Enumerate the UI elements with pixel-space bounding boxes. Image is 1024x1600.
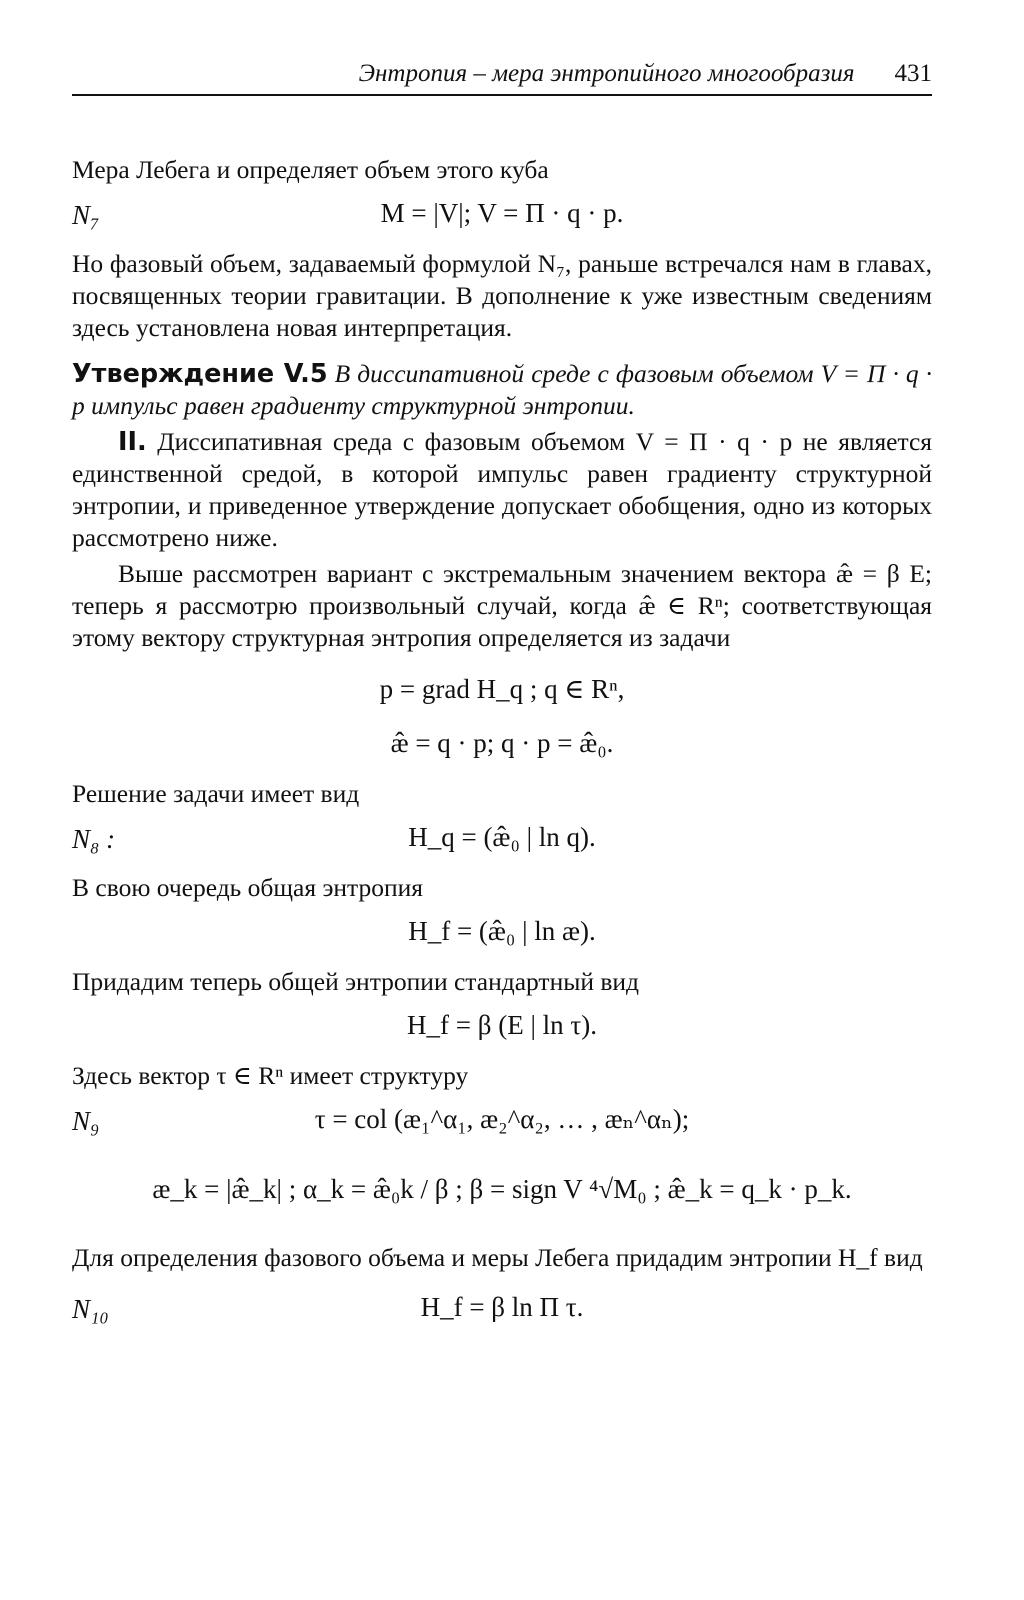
equation-label-n7: N₇: [72, 200, 100, 230]
paragraph-ii: [72, 426, 932, 554]
paragraph-solution: Решение задачи имеет вид: [72, 779, 360, 808]
equation-n10-body: H_f = β ln Π τ.: [420, 1292, 584, 1322]
equation-n8: [72, 818, 932, 862]
equation-alpha-k: [72, 1154, 932, 1232]
equation-hf-1: [72, 912, 932, 956]
paragraph-ii-lead: II.: [118, 427, 147, 457]
equation-label-n8: N₈ :: [72, 824, 116, 854]
equation-task-2-body: æ̂ = q · p; q · p = æ̂₀.: [390, 728, 614, 758]
equation-n7-body: M = |V|; V = Π · q · p.: [380, 198, 624, 228]
paragraph-tau-structure: Здесь вектор τ ∈ Rⁿ имеет структуру: [72, 1061, 469, 1090]
running-title: Энтропия – мера энтропийного многообразия: [358, 60, 855, 87]
equation-label-n9: N₉: [72, 1106, 100, 1136]
paragraph-lebesgue-measure: Для определения фазового объема и меры Лебега придадим энтропии H_f вид: [72, 1243, 923, 1272]
page: [72, 60, 932, 1342]
equation-n9-body: τ = col (æ₁^α₁, æ₂^α₂, … , æₙ^αₙ);: [314, 1104, 690, 1134]
equation-n8-body: H_q = (æ̂₀ | ln q).: [408, 822, 596, 852]
page-number: 431: [894, 60, 932, 87]
equation-task-1: [72, 670, 932, 714]
equation-hf-1-body: H_f = (æ̂₀ | ln æ).: [408, 916, 596, 946]
equation-hf-2: [72, 1006, 932, 1050]
equation-n10: [72, 1288, 932, 1332]
statement-v5: [72, 358, 932, 422]
paragraph-ii-text: Диссипативная среда с фазовым объемом V = Π · q · p не является единственной средой, в которой импульс равен градиенту структурной энтропии, и приведенное утверждение допускает обобщения, одно из которых рассмотрено ниже.: [72, 427, 932, 552]
equation-label-n10: N₁₀: [72, 1294, 109, 1324]
paragraph-phase-volume: Но фазовый объем, задаваемый формулой N₇, раньше встречался нам в главах, посвященных теории гравитации. В дополнение к уже известным сведениям здесь установлена новая интерпретация.: [72, 249, 932, 342]
paragraph-standard-form: Придадим теперь общей энтропии стандартный вид: [72, 967, 640, 996]
equation-task-2: [72, 724, 932, 768]
equation-alpha-k-body: æ_k = |æ̂_k| ; α_k = æ̂₀k / β ; β = sign V ⁴√M₀ ; æ̂_k = q_k · p_k.: [152, 1174, 852, 1204]
paragraph-lebesgue: Мера Лебега и определяет объем этого куба: [72, 155, 549, 184]
paragraph-general-entropy: В свою очередь общая энтропия: [72, 873, 424, 902]
equation-n9: [72, 1100, 932, 1144]
statement-v5-text: В диссипативной среде с фазовым объемом V = Π · q · p импульс равен градиенту структурной энтропии.: [72, 359, 933, 420]
statement-v5-lead: Утверждение V.5: [72, 359, 328, 389]
paragraph-extremal: Выше рассмотрен вариант с экстремальным значением вектора æ̂ = β E; теперь я рассмотрю произвольный случай, когда æ̂ ∈ Rⁿ; соответствующая этому вектору структурная энтропия определяется из задачи: [72, 559, 932, 652]
equation-task-1-body: p = grad H_q ; q ∈ Rⁿ,: [379, 674, 625, 704]
running-header: [72, 60, 932, 96]
equation-n7: [72, 194, 932, 238]
equation-hf-2-body: H_f = β (E | ln τ).: [407, 1010, 597, 1040]
